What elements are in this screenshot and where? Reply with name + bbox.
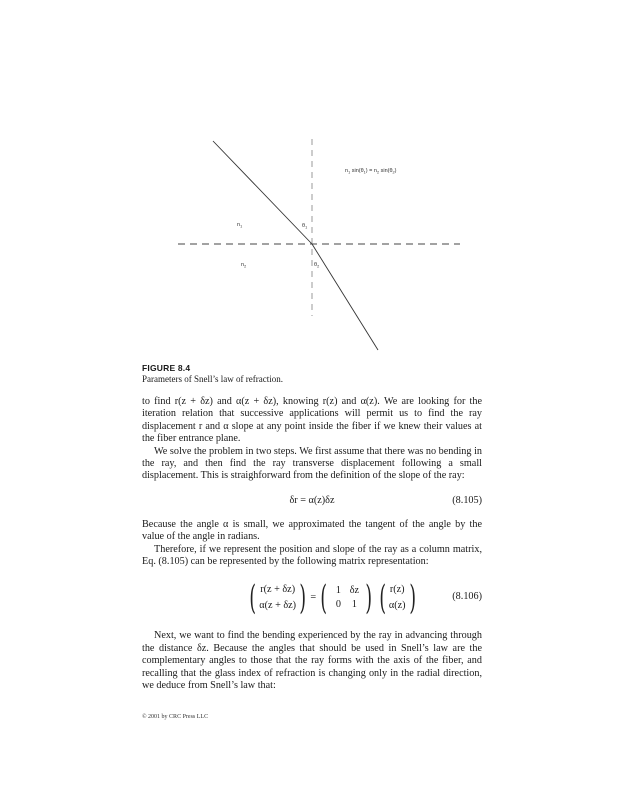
matrix-expression	[246, 578, 419, 618]
snell-diagram	[0, 0, 618, 360]
paragraph-5: Next, we want to find the bending experienced by the ray in advancing through the distance δz. Because the angles that should be used in Snell’s law are the complementary angles to those that the ray forms with the axis of the fiber, and recalling that the glass index of refraction is changing only in the radial direction, we deduce from Snell’s law that:	[142, 630, 482, 692]
right-paren: )	[408, 578, 416, 619]
theta2-label: $\theta_2$	[314, 262, 320, 269]
lhs-bottom: α(z + δz)	[259, 600, 297, 612]
paragraph-2: We solve the problem in two steps. We first assume that there was no bending in the ray, and then find the ray transverse displacement following a small displacement. This is straighforward from the definition of the slope of the ray:	[142, 445, 482, 482]
matrix-m11: 1	[335, 585, 341, 597]
matrix-m12: δz	[349, 585, 360, 597]
right-paren: )	[299, 578, 307, 619]
theta1-label: $\theta_1$	[302, 223, 308, 230]
paragraph-4: Therefore, if we represent the position and slope of the ray as a column matrix, Eq. (8.105) can be represented by the following matrix representation:	[142, 543, 482, 568]
paragraph-3: Because the angle α is small, we approximated the tangent of the angle by the value of the angle in radians.	[142, 518, 482, 543]
body-text	[142, 396, 482, 693]
equation-8-105	[142, 491, 482, 513]
equals-sign: =	[310, 592, 317, 604]
snell-law-label: $n_1$ $\sin(\theta_1) = n_2$ $\sin(\theta_2)$	[345, 168, 397, 175]
matrix-m21: 0	[335, 599, 341, 611]
figure-caption	[142, 363, 482, 385]
incident-ray	[213, 141, 312, 244]
figure-caption-label: FIGURE 8.4	[142, 363, 191, 373]
copyright-footer: © 2001 by CRC Press LLC	[142, 714, 209, 720]
transfer-matrix	[330, 584, 362, 612]
left-paren: (	[378, 578, 386, 619]
rhs-vector	[389, 583, 406, 613]
refracted-ray	[312, 244, 378, 350]
matrix-m22: 1	[351, 599, 357, 611]
figure-snell	[0, 0, 618, 360]
rhs-bottom: α(z)	[388, 600, 406, 612]
figure-caption-text: Parameters of Snell’s law of refraction.	[142, 374, 283, 384]
right-paren: )	[365, 578, 373, 619]
left-paren: (	[320, 578, 328, 619]
equation-8-106	[142, 578, 482, 618]
paragraph-1: to find r(z + δz) and α(z + δz), knowing r(z) and α(z). We are looking for the iteration relation that successive applications will permit us to find the ray displacement r and α slope at any point inside the fiber if we knew their values at the fiber entrance plane.	[142, 396, 482, 445]
left-paren: (	[249, 578, 256, 619]
n1-label: $n_1$	[237, 222, 243, 229]
lhs-top: r(z + δz)	[260, 584, 296, 596]
equation-8-105-expression: δr = α(z)δz	[289, 494, 335, 506]
n2-label: $n_2$	[241, 262, 247, 269]
rhs-top: r(z)	[389, 584, 405, 596]
equation-8-105-number: (8.105)	[452, 494, 482, 506]
equation-8-106-number: (8.106)	[452, 591, 482, 603]
lhs-vector	[259, 583, 296, 613]
